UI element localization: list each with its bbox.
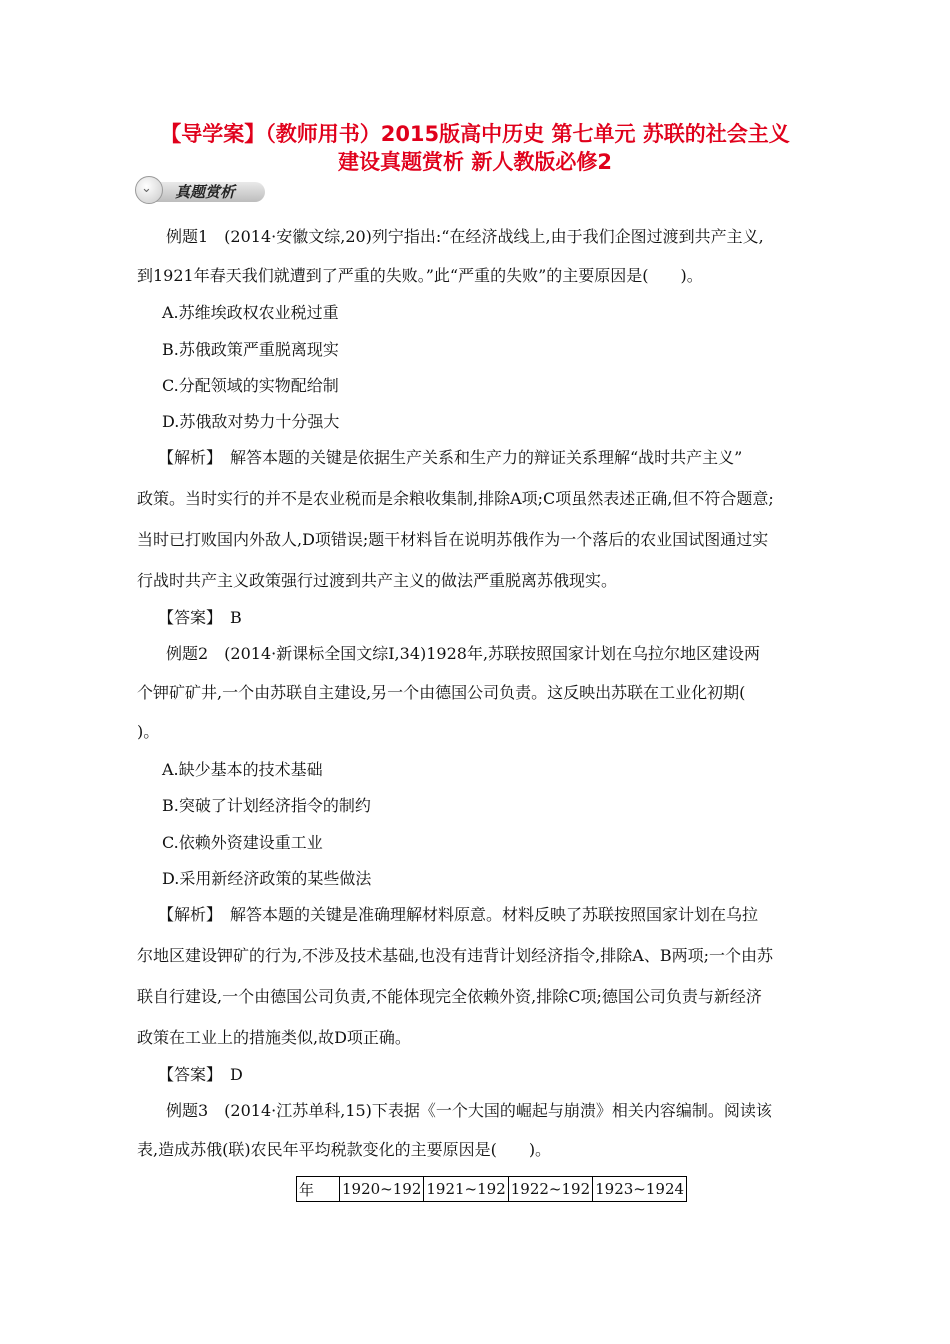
q3-stem-line-1: 例题3 (2014·江苏单科,15)下表据《一个大国的崛起与崩溃》相关内容编制。阅读该 (166, 1101, 772, 1120)
q1-analysis-line-4: 行战时共产主义政策强行过渡到共产主义的做法严重脱离苏俄现实。 (137, 571, 618, 590)
q1-stem-line-1: 例题1 (2014·安徽文综,20)列宁指出:“在经济战线上,由于我们企图过渡到共产主义, (166, 227, 764, 246)
q2-option-a: A.缺少基本的技术基础 (162, 760, 323, 779)
q2-option-d: D.采用新经济政策的某些做法 (162, 869, 372, 888)
q1-option-d: D.苏俄敌对势力十分强大 (162, 412, 340, 431)
q1-option-c: C.分配领域的实物配给制 (162, 376, 339, 395)
table-row (297, 1177, 687, 1202)
chevron-down-icon: ⌄ (141, 181, 152, 196)
q2-option-b: B.突破了计划经济指令的制约 (162, 796, 371, 815)
q2-stem-line-3: )。 (137, 722, 160, 741)
table-header-cell: 1922~192 (508, 1177, 592, 1202)
section-banner (135, 176, 265, 206)
q1-stem-line-2: 到1921年春天我们就遭到了严重的失败。”此“严重的失败”的主要原因是( )。 (137, 266, 703, 285)
q2-analysis-line-2: 尔地区建设钾矿的行为,不涉及技术基础,也没有违背计划经济指令,排除A、B两项;一个由苏 (137, 946, 773, 965)
q2-stem-line-2: 个钾矿矿井,一个由苏联自主建设,另一个由德国公司负责。这反映出苏联在工业化初期( (137, 683, 746, 702)
q1-analysis-line-1: 【解析】 解答本题的关键是依据生产关系和生产力的辩证关系理解“战时共产主义” (158, 448, 743, 467)
q2-option-c: C.依赖外资建设重工业 (162, 833, 323, 852)
q2-answer: 【答案】 D (158, 1065, 243, 1084)
q2-analysis-line-4: 政策在工业上的措施类似,故D项正确。 (137, 1028, 411, 1047)
table-header-cell: 1923~1924 (593, 1177, 687, 1202)
table-header-cell: 1921~192 (424, 1177, 508, 1202)
q1-analysis-line-3: 当时已打败国内外敌人,D项错误;题干材料旨在说明苏俄作为一个落后的农业国试图通过实 (137, 530, 769, 549)
q1-answer: 【答案】 B (158, 608, 242, 627)
q1-option-b: B.苏俄政策严重脱离现实 (162, 340, 339, 359)
table-header-cell: 1920~192 (340, 1177, 424, 1202)
q1-option-a: A.苏维埃政权农业税过重 (162, 303, 339, 322)
q2-analysis-line-3: 联自行建设,一个由德国公司负责,不能体现完全依赖外资,排除C项;德国公司负责与新经济 (137, 987, 762, 1006)
document-title-line-1: 【导学案】（教师用书）2015版高中历史 第七单元 苏联的社会主义 (160, 122, 790, 146)
q2-analysis-line-1: 【解析】 解答本题的关键是准确理解材料原意。材料反映了苏联按照国家计划在乌拉 (158, 905, 759, 924)
table-header-year: 年 (297, 1177, 340, 1202)
q1-analysis-line-2: 政策。当时实行的并不是农业税而是余粮收集制,排除A项;C项虽然表述正确,但不符合题意; (137, 489, 774, 508)
tax-table (296, 1176, 687, 1202)
document-title-line-2: 建设真题赏析 新人教版必修2 (338, 150, 612, 174)
q2-stem-line-1: 例题2 (2014·新课标全国文综Ⅰ,34)1928年,苏联按照国家计划在乌拉尔地区建设两 (166, 644, 761, 663)
section-banner-label: 真题赏析 (175, 183, 236, 201)
q3-stem-line-2: 表,造成苏俄(联)农民年平均税款变化的主要原因是( )。 (137, 1140, 552, 1159)
